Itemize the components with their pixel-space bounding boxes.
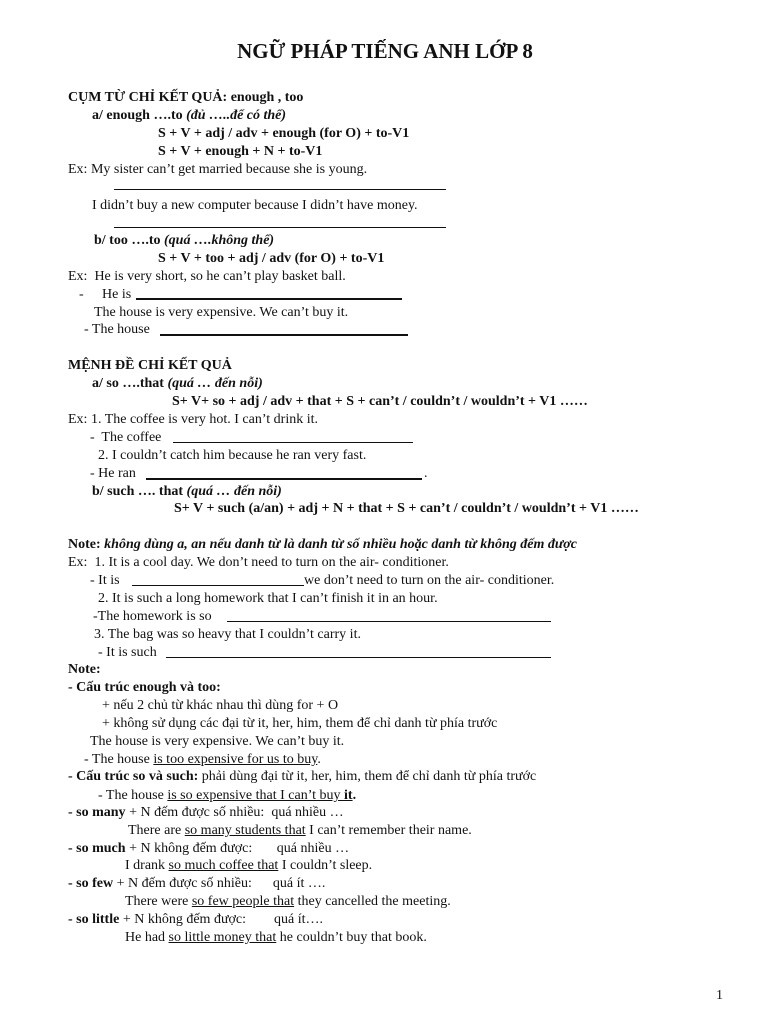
answer-end: . <box>352 788 357 803</box>
answer-prompt: - It is such <box>98 645 157 660</box>
example-answer <box>98 787 356 805</box>
so-few-label: - so few <box>68 876 114 891</box>
so-many-example <box>128 822 472 840</box>
example-sentence: 2. It is such a long homework that I can’t finish it in an hour. <box>98 591 438 606</box>
so-little-example <box>125 929 427 947</box>
so-little-label: - so little <box>68 912 120 927</box>
answer-blank <box>114 189 446 190</box>
answer-prompt: - The coffee <box>90 430 162 445</box>
so-many-label: - so many <box>68 805 126 820</box>
example-end: they cancelled the meeting. <box>294 894 451 909</box>
example-start: There were <box>125 894 192 909</box>
answer-start: - The house <box>98 788 168 803</box>
such-that-subheading <box>92 483 282 501</box>
answer-underlined: is too expensive for us to buy <box>153 752 318 767</box>
so-that-label: a/ so ….that <box>92 376 164 391</box>
example-sentence: Ex: 1. It is a cool day. We don’t need to turn on the air- conditioner. <box>68 555 449 570</box>
example-answer <box>84 751 321 769</box>
example-start: There are <box>128 823 185 838</box>
example-sentence: Ex: 1. The coffee is very hot. I can’t drink it. <box>68 412 318 427</box>
so-that-subheading <box>92 375 263 393</box>
answer-blank <box>160 334 408 336</box>
note-no-article <box>68 536 577 554</box>
so-little-text: + N không đếm được: quá ít…. <box>119 912 324 927</box>
answer-blank <box>166 657 551 658</box>
such-that-meaning: (quá … đến nỗi) <box>186 484 282 499</box>
section-heading-result-phrases: CỤM TỪ CHỈ KẾT QUẢ: enough , too <box>68 90 304 105</box>
section-heading-result-clauses: MỆNH ĐỀ CHỈ KẾT QUẢ <box>68 358 232 373</box>
so-that-formula: S+ V+ so + adj / adv + that + S + can’t / couldn’t / wouldn’t + V1 …… <box>172 394 588 409</box>
answer-blank <box>146 478 422 480</box>
so-few-text: + N đếm được số nhiều: quá ít …. <box>113 876 326 891</box>
rule-line: + nếu 2 chủ từ khác nhau thì dùng for + O <box>102 698 339 713</box>
so-such-rule: phải dùng đại từ it, her, him, them để chỉ danh từ phía trước <box>198 769 537 784</box>
so-such-heading: - Cấu trúc so và such: <box>68 769 199 784</box>
too-to-label: b/ too ….to <box>94 233 161 248</box>
example-underlined: so much coffee that <box>168 858 279 873</box>
example-sentence: 3. The bag was so heavy that I couldn’t carry it. <box>94 627 361 642</box>
example-sentence: I didn’t buy a new computer because I didn’t have money. <box>92 198 418 213</box>
so-few-rule <box>68 875 325 893</box>
example-sentence: The house is very expensive. We can’t buy it. <box>94 305 349 320</box>
answer-prompt: - He ran <box>90 466 136 481</box>
example-sentence: Ex: He is very short, so he can’t play basket ball. <box>68 269 346 284</box>
so-many-rule <box>68 804 344 822</box>
so-such-structure <box>68 768 536 786</box>
answer-prompt: -The homework is so <box>93 609 212 624</box>
page-number: 1 <box>716 988 723 1003</box>
answer-dash: - <box>79 287 84 302</box>
enough-formula-adj: S + V + adj / adv + enough (for O) + to-V1 <box>158 126 410 141</box>
example-end: I can’t remember their name. <box>305 823 472 838</box>
enough-formula-noun: S + V + enough + N + to-V1 <box>158 144 323 159</box>
example-sentence: 2. I couldn’t catch him because he ran very fast. <box>98 448 367 463</box>
answer-prompt: - The house <box>84 322 150 337</box>
answer-blank <box>173 442 413 443</box>
page-title: NGỮ PHÁP TIẾNG ANH LỚP 8 <box>237 39 533 63</box>
answer-blank <box>227 621 551 622</box>
note-label: Note: <box>68 537 101 552</box>
answer-end: . <box>317 752 321 767</box>
example-sentence: Ex: My sister can’t get married because she is young. <box>68 162 368 177</box>
enough-to-label: a/ enough ….to <box>92 108 183 123</box>
answer-blank <box>136 298 402 300</box>
example-end: he couldn’t buy that book. <box>276 930 427 945</box>
too-formula: S + V + too + adj / adv (for O) + to-V1 <box>158 251 385 266</box>
example-start: I drank <box>125 858 169 873</box>
example-underlined: so little money that <box>168 930 277 945</box>
answer-continuation: we don’t need to turn on the air- conditioner. <box>304 573 555 588</box>
note-label: Note: <box>68 662 101 677</box>
too-to-subheading <box>94 232 274 250</box>
example-start: He had <box>125 930 169 945</box>
so-little-rule <box>68 911 323 929</box>
answer-blank <box>132 585 304 586</box>
so-many-text: + N đếm được số nhiều: quá nhiều … <box>125 805 344 820</box>
so-that-meaning: (quá … đến nỗi) <box>167 376 263 391</box>
answer-start: - The house <box>84 752 154 767</box>
rule-line: + không sử dụng các đại từ it, her, him, them để chỉ danh từ phía trước <box>102 716 498 731</box>
so-much-rule <box>68 840 349 858</box>
example-end: I couldn’t sleep. <box>278 858 373 873</box>
enough-to-meaning: (đủ …..để có thể) <box>186 108 287 123</box>
example-underlined: so few people that <box>191 894 295 909</box>
such-that-formula: S+ V + such (a/an) + adj + N + that + S + can’t / couldn’t / wouldn’t + V1 …… <box>174 501 639 516</box>
example-underlined: so many students that <box>184 823 306 838</box>
answer-blank <box>114 227 446 228</box>
answer-pronoun: it <box>344 788 353 803</box>
too-to-meaning: (quá ….không thể) <box>164 233 275 248</box>
note-text: không dùng a, an nếu danh từ là danh từ số nhiều hoặc danh từ không đếm được <box>104 537 578 552</box>
answer-underlined: is so expensive that I can’t buy <box>167 788 344 803</box>
answer-period: . <box>424 466 428 481</box>
enough-too-structure-heading: - Cấu trúc enough và too: <box>68 680 221 695</box>
so-much-example <box>125 857 372 875</box>
enough-to-subheading <box>92 107 286 125</box>
example-sentence: The house is very expensive. We can’t buy it. <box>90 734 345 749</box>
so-much-text: + N không đếm được: quá nhiều … <box>125 841 350 856</box>
such-that-label: b/ such …. that <box>92 484 184 499</box>
answer-prompt: - It is <box>90 573 120 588</box>
so-few-example <box>125 893 451 911</box>
so-much-label: - so much <box>68 841 126 856</box>
answer-prompt: He is <box>102 287 132 302</box>
